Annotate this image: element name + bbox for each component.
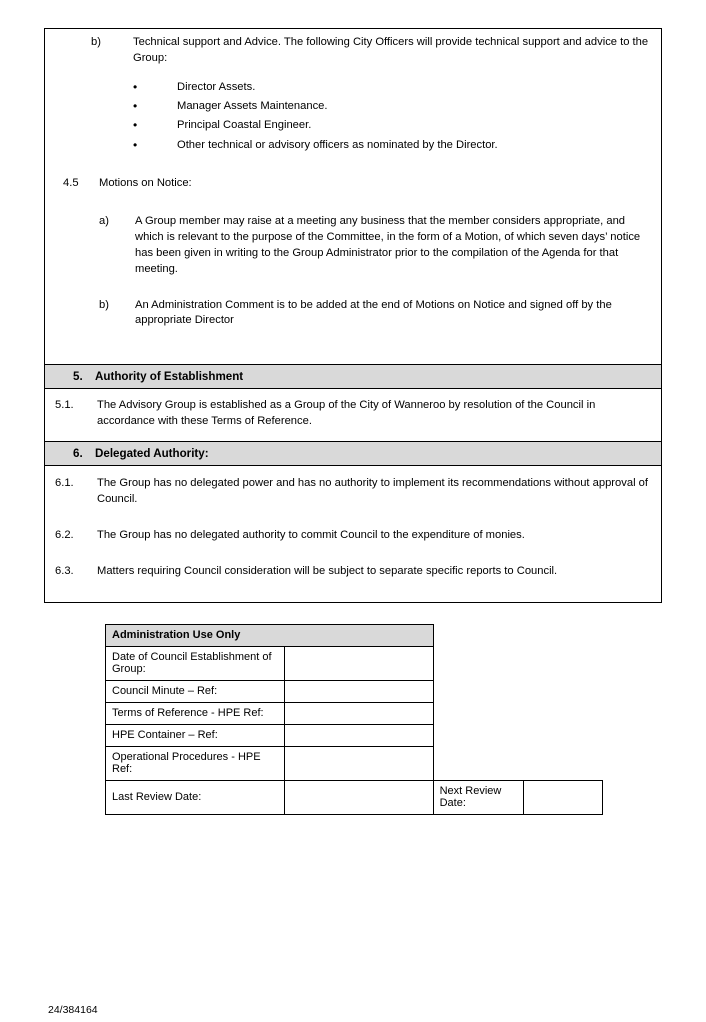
admin-row-value[interactable] <box>284 681 433 703</box>
motion-a-label: a) <box>99 214 109 227</box>
terms-of-reference-frame <box>44 28 662 603</box>
list-item <box>55 98 651 115</box>
list-item-label: Manager Assets Maintenance. <box>177 100 328 113</box>
clause-4-b-text: Technical support and Advice. The following City Officers will provide technical support and advice to the Group: <box>133 36 649 64</box>
next-review-date-label: Next Review Date: <box>433 781 523 815</box>
clause-6-2 <box>55 528 651 544</box>
clause-5-1-text: The Advisory Group is established as a Group of the City of Wanneroo by resolution of the Council in accordance with these Terms of Reference. <box>97 399 596 428</box>
bullet-icon: • <box>133 99 138 114</box>
motion-a <box>55 214 651 278</box>
bullet-icon: • <box>133 137 138 152</box>
clause-4-b <box>55 35 651 67</box>
section-5-title: Authority of Establishment <box>95 370 244 384</box>
section-6-body <box>45 466 661 602</box>
table-row <box>106 725 603 747</box>
clause-6-1 <box>55 476 651 508</box>
administration-use-table <box>105 624 603 815</box>
bullet-icon: • <box>133 118 138 133</box>
clause-4-5-label: 4.5 <box>63 177 79 189</box>
list-item <box>55 117 651 134</box>
admin-table-title: Administration Use Only <box>106 625 434 647</box>
clause-6-2-text: The Group has no delegated authority to commit Council to the expenditure of monies. <box>97 528 525 541</box>
section-6-heading <box>45 441 661 466</box>
section-4-continuation <box>45 29 661 364</box>
clause-6-2-label: 6.2. <box>55 528 74 541</box>
list-item <box>55 79 651 96</box>
list-item-label: Principal Coastal Engineer. <box>177 119 312 132</box>
list-item-label: Other technical or advisory officers as nominated by the Director. <box>177 138 498 151</box>
admin-row-value[interactable] <box>284 747 433 781</box>
admin-row-value[interactable] <box>284 647 433 681</box>
motion-b-label: b) <box>99 298 109 311</box>
table-row <box>106 681 603 703</box>
admin-row-label: Operational Procedures - HPE Ref: <box>106 747 285 781</box>
clause-6-3-text: Matters requiring Council consideration will be subject to separate specific reports to Council. <box>97 564 558 577</box>
last-review-date-label: Last Review Date: <box>106 781 285 815</box>
section-5-number: 5. <box>73 370 83 384</box>
admin-row-label: Terms of Reference - HPE Ref: <box>106 703 285 725</box>
admin-row-value[interactable] <box>284 725 433 747</box>
clause-6-1-label: 6.1. <box>55 477 74 490</box>
clause-6-3-label: 6.3. <box>55 564 74 577</box>
table-row <box>106 703 603 725</box>
section-6-title: Delegated Authority: <box>95 447 209 461</box>
table-row <box>106 625 603 647</box>
clause-4-b-label: b) <box>91 36 101 48</box>
section-5-heading <box>45 364 661 389</box>
clause-5-1 <box>55 398 651 430</box>
admin-row-label: Date of Council Establishment of Group: <box>106 647 285 681</box>
admin-row-label: HPE Container – Ref: <box>106 725 285 747</box>
last-review-date-value[interactable] <box>284 781 433 815</box>
section-5-body <box>45 389 661 441</box>
list-item-label: Director Assets. <box>177 80 256 93</box>
list-item <box>55 137 651 154</box>
clause-5-1-label: 5.1. <box>55 399 74 412</box>
admin-row-label: Council Minute – Ref: <box>106 681 285 703</box>
table-row-review <box>106 781 603 815</box>
motion-a-text: A Group member may raise at a meeting any business that the member considers appropriate, and which is relevant to the purpose of the Committee, in the form of a Motion, of which seven days’ notice has been given in writing to the Group Administrator prior to the compilation of the Agenda for that meeting. <box>135 214 641 275</box>
clause-4-5-text: Motions on Notice: <box>99 177 192 189</box>
clause-6-1-text: The Group has no delegated power and has no authority to implement its recommendations without approval of Council. <box>97 477 648 506</box>
table-row <box>106 747 603 781</box>
admin-row-value[interactable] <box>284 703 433 725</box>
motion-b-text: An Administration Comment is to be added at the end of Motions on Notice and signed off by the appropriate Director <box>135 298 612 327</box>
table-row <box>106 647 603 681</box>
clause-6-3 <box>55 564 651 580</box>
section-6-number: 6. <box>73 447 83 461</box>
next-review-date-value[interactable] <box>523 781 602 815</box>
footer-document-reference: 24/384164 <box>48 1004 98 1016</box>
officer-bullet-list <box>55 79 651 154</box>
bullet-icon: • <box>133 79 138 94</box>
motion-b <box>55 298 651 330</box>
clause-4-5 <box>55 176 651 192</box>
